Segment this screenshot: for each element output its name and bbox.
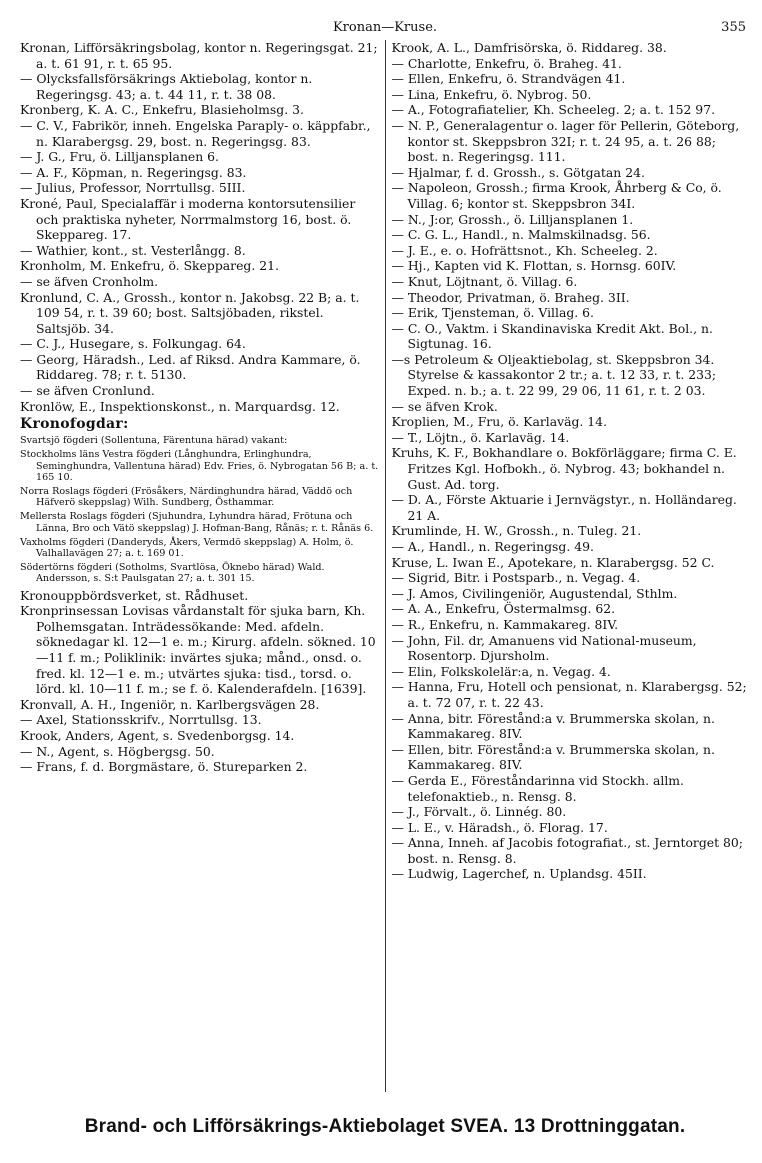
directory-entry: — N., J:or, Grossh., ö. Lilljansplanen 1. xyxy=(391,211,634,227)
directory-entry: — C. V., Fabrikör, inneh. Engelska Paraply- o. käppfabr., n. Klarabergsg. 29, bost. n. Regeringsg. 83. xyxy=(20,117,371,149)
directory-entry: Svartsjö fögderi (Sollentuna, Färentuna härad) vakant: xyxy=(20,435,288,447)
left-column xyxy=(20,40,385,1092)
directory-entry: — Napoleon, Grossh.; firma Krook, Åhrberg & Co, ö. Villag. 6; kontor st. Skeppsbron 34I. xyxy=(391,180,722,211)
directory-entry: — C. G. L., Handl., n. Malmskilnadsg. 56. xyxy=(391,227,651,243)
directory-entry: Kronan, Lifförsäkringsbolag, kontor n. Regeringsgat. 21; a. t. 61 91, r. t. 65 95. xyxy=(20,40,378,71)
directory-entry: — se äfven Krok. xyxy=(391,398,498,414)
directory-entry: — Erik, Tjensteman, ö. Villag. 6. xyxy=(391,305,594,321)
directory-entry: Krook, Anders, Agent, s. Svedenborgsg. 14. xyxy=(20,728,295,744)
directory-entry: — A. F., Köpman, n. Regeringsg. 83. xyxy=(20,164,247,180)
directory-entry: Kronofogdar: xyxy=(20,416,129,433)
directory-entry: — N., Agent, s. Högbergsg. 50. xyxy=(20,743,215,759)
directory-entry: Norra Roslags fögderi (Frösåkers, Närdinghundra härad, Väddö och Häfverö skeppslag) Wilh. Sundberg, Östhammar. xyxy=(20,486,353,509)
directory-entry: — Theodor, Privatman, ö. Braheg. 3II. xyxy=(391,289,630,305)
directory-entry: — J. G., Fru, ö. Lilljansplanen 6. xyxy=(20,149,219,165)
directory-entry: Krook, A. L., Damfrisörska, ö. Riddareg. 38. xyxy=(391,40,667,55)
directory-entry: — John, Fil. dr, Amanuens vid National-museum, Rosentorp. Djursholm. xyxy=(391,632,697,664)
directory-entry: — Olycksfallsförsäkrings Aktiebolag, kontor n. Regeringsg. 43; a. t. 44 11, r. t. 38 08. xyxy=(20,71,313,102)
directory-entry: — Hj., Kapten vid K. Flottan, s. Hornsg. 60IV. xyxy=(391,258,677,274)
directory-entry: — R., Enkefru, n. Kammakareg. 8IV. xyxy=(391,616,619,632)
directory-entry: Kronouppbördsverket, st. Rådhuset. xyxy=(20,587,249,603)
directory-entry: — se äfven Cronholm. xyxy=(20,273,159,289)
directory-entry: Kruhs, K. F., Bokhandlare o. Bokförläggare; firma C. E. Fritzes Kgl. Hofbokh., ö. Nybrog. 43; bokhandel n. Gust. Ad. torg. xyxy=(391,445,737,492)
footer-advertisement: Brand- och Lifförsäkrings-Aktiebolaget SVEA. 13 Drottninggatan. xyxy=(84,1116,686,1137)
directory-entry: — Julius, Professor, Norrtullsg. 5III. xyxy=(20,180,246,196)
directory-entry: — T., Löjtn., ö. Karlaväg. 14. xyxy=(391,429,570,445)
directory-entry: — J. E., e. o. Hofrättsnot., Kh. Scheeleg. 2. xyxy=(391,242,658,258)
directory-entry: Mellersta Roslags fögderi (Sjuhundra, Lyhundra härad, Frötuna och Länna, Bro och Vätö skeppslag) J. Hofman-Bang, Rånäs; r. t. Rånäs 6. xyxy=(20,511,374,534)
directory-entry: — A., Fotografiatelier, Kh. Scheeleg. 2; a. t. 152 97. xyxy=(391,102,716,118)
directory-entry: — Ludwig, Lagerchef, n. Uplandsg. 45II. xyxy=(391,866,647,882)
running-head: Kronan—Kruse. xyxy=(332,20,438,35)
directory-entry: —s Petroleum & Oljeaktiebolag, st. Skeppsbron 34. Styrelse & kassakontor 2 tr.; a. t. 12 33, r. t. 233; Exped. n. b.; a. t. 22 99, 29 06, 11 61, r. t. 2 03. xyxy=(391,351,717,399)
directory-entry: — Ellen, bitr. Förestånd:a v. Brummerska skolan, n. Kammakareg. 8IV. xyxy=(391,741,715,773)
directory-entry: — Ellen, Enkefru, ö. Strandvägen 41. xyxy=(391,71,626,87)
directory-entry: — Hjalmar, f. d. Grossh., s. Götgatan 24. xyxy=(391,164,645,180)
directory-entry: Kronvall, A. H., Ingeniör, n. Karlbergsvägen 28. xyxy=(20,696,320,712)
directory-entry: — Anna, bitr. Förestånd:a v. Brummerska skolan, n. Kammakareg. 8IV. xyxy=(391,710,715,742)
directory-entry: Kronprinsessan Lovisas vårdanstalt för sjuka barn, Kh. Polhemsgatan. Inträdessökande: Med. afdeln. söknedagar kl. 12—1 e. m.; Kirurg. afdeln. sökned. 10—11 f. m.; Poliklinik: invärtes sjuka; månd., onsd. o. fred. kl. 12—1 e. m.; utvärtes sjuka: tisd., torsd. o. lörd. kl. 10—11 f. m.; se f. ö. Kalenderafdeln. [1639]. xyxy=(20,603,376,697)
directory-entry: Kronberg, K. A. C., Enkefru, Blasieholmsg. 3. xyxy=(20,102,304,118)
directory-entry: — Frans, f. d. Borgmästare, ö. Stureparken 2. xyxy=(20,759,308,775)
directory-entry: Stockholms läns Vestra fögderi (Långhundra, Erlinghundra, Seminghundra, Vallentuna härad) Edv. Fries, ö. Nybrogatan 56 B; a. t. 165 10. xyxy=(20,449,379,483)
directory-entry: — Gerda E., Föreståndarinna vid Stockh. allm. telefonaktieb., n. Rensg. 8. xyxy=(391,772,684,804)
directory-entry: Vaxholms fögderi (Danderyds, Åkers, Vermdö skeppslag) A. Holm, ö. Valhallavägen 27; a. t. 169 01. xyxy=(20,536,354,560)
directory-entry: — J., Förvalt., ö. Linnég. 80. xyxy=(391,804,567,820)
columns xyxy=(20,40,750,1092)
directory-entry: — N. P., Generalagentur o. lager för Pellerin, Göteborg, kontor st. Skeppsbron 32I; r. t. 24 95, a. t. 26 88; bost. n. Regeringsg. 111. xyxy=(391,117,740,165)
directory-entry: — Lina, Enkefru, ö. Nybrog. 50. xyxy=(391,86,592,102)
directory-entry: Södertörns fögderi (Sotholms, Svartlösa, Öknebo härad) Wald. Andersson, s. S:t Paulsgatan 27; a. t. 301 15. xyxy=(20,562,325,585)
page-header xyxy=(20,14,750,40)
directory-entry: — J. Amos, Civilingeniör, Augustendal, Sthlm. xyxy=(391,585,678,601)
directory-entry: — L. E., v. Häradsh., ö. Florag. 17. xyxy=(391,819,608,835)
right-column xyxy=(385,40,751,1092)
directory-entry: — C. J., Husegare, s. Folkungag. 64. xyxy=(20,336,246,352)
directory-entry: — Wathier, kont., st. Vesterlångg. 8. xyxy=(20,242,246,258)
directory-entry: — A., Handl., n. Regeringsg. 49. xyxy=(391,539,594,554)
directory-entry: Kroplien, M., Fru, ö. Karlaväg. 14. xyxy=(391,414,608,430)
directory-entry: — Charlotte, Enkefru, ö. Braheg. 41. xyxy=(391,55,622,71)
directory-entry: Kronholm, M. Enkefru, ö. Skeppareg. 21. xyxy=(20,258,279,274)
directory-entry: Krumlinde, H. W., Grossh., n. Tuleg. 21. xyxy=(391,523,642,539)
directory-entry: Kronlöw, E., Inspektionskonst., n. Marquardsg. 12. xyxy=(20,398,340,414)
directory-entry: Kruse, L. Iwan E., Apotekare, n. Klarabergsg. 52 C. xyxy=(391,554,715,570)
directory-entry: Kroné, Paul, Specialaffär i moderna kontorsutensilier och praktiska nyheter, Norrmalmstorg 16, bost. ö. Skeppareg. 17. xyxy=(20,195,356,243)
directory-entry: — se äfven Cronlund. xyxy=(20,383,155,399)
directory-entry: — Axel, Stationsskrifv., Norrtullsg. 13. xyxy=(20,712,262,728)
directory-entry: — Knut, Löjtnant, ö. Villag. 6. xyxy=(391,273,578,289)
directory-entry: — Georg, Häradsh., Led. af Riksd. Andra Kammare, ö. Riddareg. 78; r. t. 5130. xyxy=(20,351,361,383)
directory-entry: Kronlund, C. A., Grossh., kontor n. Jakobsg. 22 B; a. t. 109 54, r. t. 39 60; bost. Saltsjöbaden, rikstel. Saltsjöb. 34. xyxy=(20,289,360,336)
directory-entry: — D. A., Förste Aktuarie i Jernvägstyr., n. Holländareg. 21 A. xyxy=(391,492,737,523)
directory-entry: — Sigrid, Bitr. i Postsparb., n. Vegag. 4. xyxy=(391,570,641,586)
directory-entry: — A. A., Enkefru, Östermalmsg. 62. xyxy=(391,601,616,617)
directory-entry: — C. O., Vaktm. i Skandinaviska Kredit Akt. Bol., n. Sigtunag. 16. xyxy=(391,320,713,352)
directory-entry: — Anna, Inneh. af Jacobis fotografiat., st. Jerntorget 80; bost. n. Rensg. 8. xyxy=(391,835,743,866)
directory-entry: — Hanna, Fru, Hotell och pensionat, n. Klarabergsg. 52; a. t. 72 07, r. t. 22 43. xyxy=(391,679,747,710)
directory-entry: — Elin, Folkskolelär:a, n. Vegag. 4. xyxy=(391,663,611,679)
page-number: 355 xyxy=(721,20,746,35)
